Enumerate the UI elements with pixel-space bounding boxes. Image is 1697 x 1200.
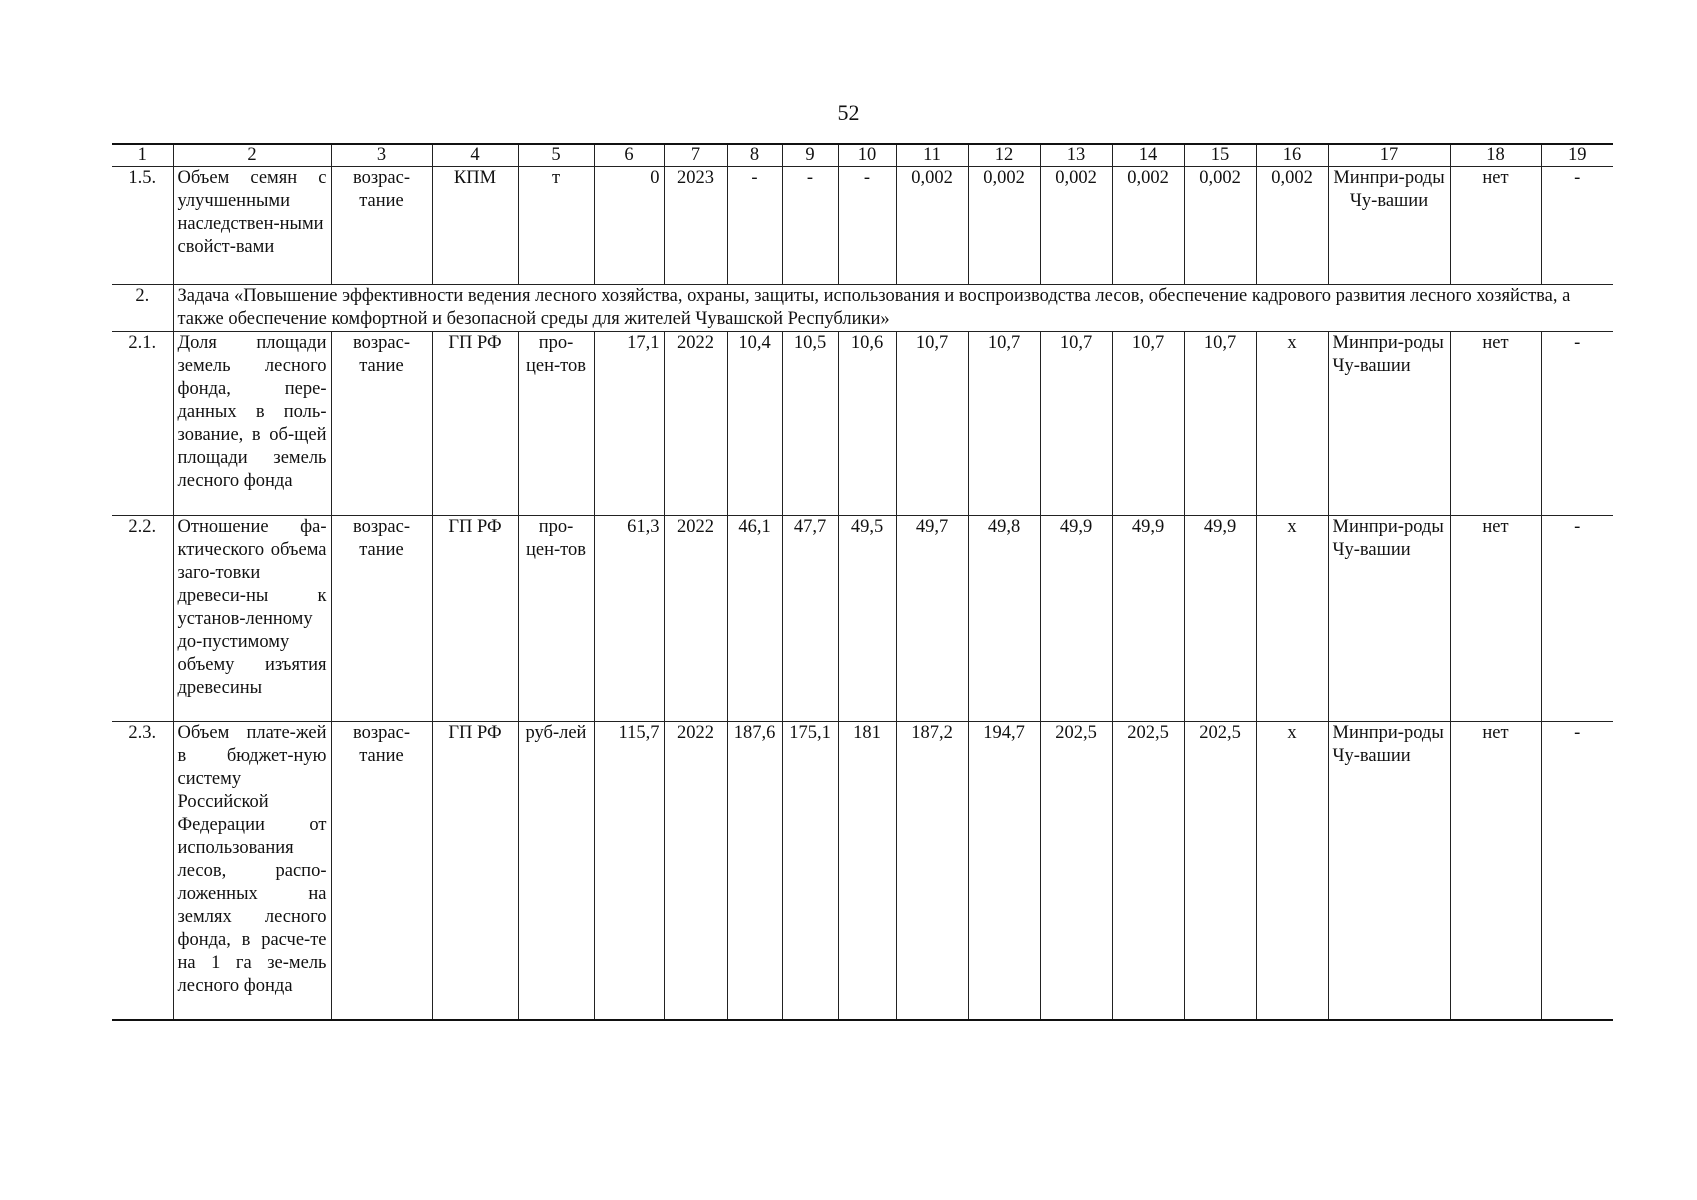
task-title: Задача «Повышение эффективности ведения лесного хозяйства, охраны, защиты, использования и воспроизводства лесов, обеспечение кадрового развития лесного хозяйства, а также обеспечение комфортной и безопасной среды для жителей Чувашской Республики»: [173, 285, 1613, 332]
source-cell: ГП РФ: [432, 516, 518, 722]
column-number: 9: [782, 144, 838, 167]
value-cell: 49,7: [896, 516, 968, 722]
unit-cell: про-цен-тов: [518, 332, 594, 516]
value-cell: -: [782, 167, 838, 285]
value-cell: х: [1256, 722, 1328, 1020]
value-cell: 46,1: [727, 516, 782, 722]
base-value-cell: 17,1: [594, 332, 664, 516]
value-cell: 47,7: [782, 516, 838, 722]
value-cell: 0,002: [896, 167, 968, 285]
flag-cell: нет: [1450, 332, 1541, 516]
column-numbers-row: [112, 144, 1613, 167]
row-number: 2.1.: [112, 332, 173, 516]
value-cell: 187,2: [896, 722, 968, 1020]
table-row: [112, 332, 1613, 516]
flag-cell: нет: [1450, 722, 1541, 1020]
value-cell: 10,7: [1184, 332, 1256, 516]
base-year-cell: 2022: [664, 332, 727, 516]
indicator-name: Объем семян с улучшенными наследствен-ными свойст-вами: [173, 167, 331, 285]
responsible-cell: Минпри-роды Чу-вашии: [1328, 332, 1450, 516]
column-number: 1: [112, 144, 173, 167]
column-number: 14: [1112, 144, 1184, 167]
column-number: 8: [727, 144, 782, 167]
value-cell: 10,4: [727, 332, 782, 516]
base-year-cell: 2023: [664, 167, 727, 285]
indicator-name: Отношение фа-ктического объема заго-товки древеси-ны к установ-ленному до-пустимому объему изъятия древесины: [173, 516, 331, 722]
column-number: 17: [1328, 144, 1450, 167]
trend-cell: возрас-тание: [331, 332, 432, 516]
base-value-cell: 0: [594, 167, 664, 285]
value-cell: 10,7: [968, 332, 1040, 516]
value-cell: -: [838, 167, 896, 285]
flag-cell: нет: [1450, 167, 1541, 285]
value-cell: 49,8: [968, 516, 1040, 722]
responsible-cell: Минпри-роды Чу-вашии: [1328, 167, 1450, 285]
column-number: 5: [518, 144, 594, 167]
source-cell: ГП РФ: [432, 332, 518, 516]
value-cell: 181: [838, 722, 896, 1020]
trend-cell: возрас-тание: [331, 516, 432, 722]
indicator-name: Доля площади земель лесного фонда, пере-данных в поль-зование, в об-щей площади земель лесного фонда: [173, 332, 331, 516]
value-cell: 49,9: [1112, 516, 1184, 722]
value-cell: х: [1256, 332, 1328, 516]
trend-cell: возрас-тание: [331, 167, 432, 285]
column-number: 13: [1040, 144, 1112, 167]
column-number: 4: [432, 144, 518, 167]
flag-cell: нет: [1450, 516, 1541, 722]
source-cell: КПМ: [432, 167, 518, 285]
value-cell: 10,7: [1112, 332, 1184, 516]
column-number: 10: [838, 144, 896, 167]
base-year-cell: 2022: [664, 516, 727, 722]
dash-cell: -: [1541, 722, 1613, 1020]
value-cell: 0,002: [1256, 167, 1328, 285]
value-cell: 194,7: [968, 722, 1040, 1020]
value-cell: 0,002: [1040, 167, 1112, 285]
column-number: 12: [968, 144, 1040, 167]
value-cell: 10,7: [896, 332, 968, 516]
column-number: 7: [664, 144, 727, 167]
value-cell: 10,5: [782, 332, 838, 516]
value-cell: 49,5: [838, 516, 896, 722]
indicators-table: [112, 143, 1613, 1021]
value-cell: 202,5: [1040, 722, 1112, 1020]
column-number: 2: [173, 144, 331, 167]
source-cell: ГП РФ: [432, 722, 518, 1020]
base-year-cell: 2022: [664, 722, 727, 1020]
base-value-cell: 115,7: [594, 722, 664, 1020]
unit-cell: т: [518, 167, 594, 285]
value-cell: 187,6: [727, 722, 782, 1020]
value-cell: 202,5: [1184, 722, 1256, 1020]
table-row: [112, 516, 1613, 722]
table-row: [112, 167, 1613, 285]
value-cell: -: [727, 167, 782, 285]
responsible-cell: Минпри-роды Чу-вашии: [1328, 516, 1450, 722]
base-value-cell: 61,3: [594, 516, 664, 722]
responsible-cell: Минпри-роды Чу-вашии: [1328, 722, 1450, 1020]
value-cell: 0,002: [968, 167, 1040, 285]
row-number: 1.5.: [112, 167, 173, 285]
column-number: 16: [1256, 144, 1328, 167]
table-row: [112, 722, 1613, 1020]
unit-cell: про-цен-тов: [518, 516, 594, 722]
value-cell: 10,7: [1040, 332, 1112, 516]
row-number: 2.3.: [112, 722, 173, 1020]
task-row: [112, 285, 1613, 332]
dash-cell: -: [1541, 167, 1613, 285]
column-number: 6: [594, 144, 664, 167]
row-number: 2.2.: [112, 516, 173, 722]
trend-cell: возрас-тание: [331, 722, 432, 1020]
column-number: 11: [896, 144, 968, 167]
row-number: 2.: [112, 285, 173, 332]
unit-cell: руб-лей: [518, 722, 594, 1020]
value-cell: 175,1: [782, 722, 838, 1020]
column-number: 18: [1450, 144, 1541, 167]
value-cell: х: [1256, 516, 1328, 722]
value-cell: 49,9: [1040, 516, 1112, 722]
value-cell: 0,002: [1184, 167, 1256, 285]
page-number: 52: [837, 100, 860, 125]
dash-cell: -: [1541, 332, 1613, 516]
value-cell: 49,9: [1184, 516, 1256, 722]
column-number: 15: [1184, 144, 1256, 167]
value-cell: 202,5: [1112, 722, 1184, 1020]
value-cell: 0,002: [1112, 167, 1184, 285]
column-number: 19: [1541, 144, 1613, 167]
value-cell: 10,6: [838, 332, 896, 516]
indicator-name: Объем плате-жей в бюджет-ную систему Российской Федерации от использования лесов, распо-ложенных на землях лесного фонда, в расче-те на 1 га зе-мель лесного фонда: [173, 722, 331, 1020]
column-number: 3: [331, 144, 432, 167]
dash-cell: -: [1541, 516, 1613, 722]
